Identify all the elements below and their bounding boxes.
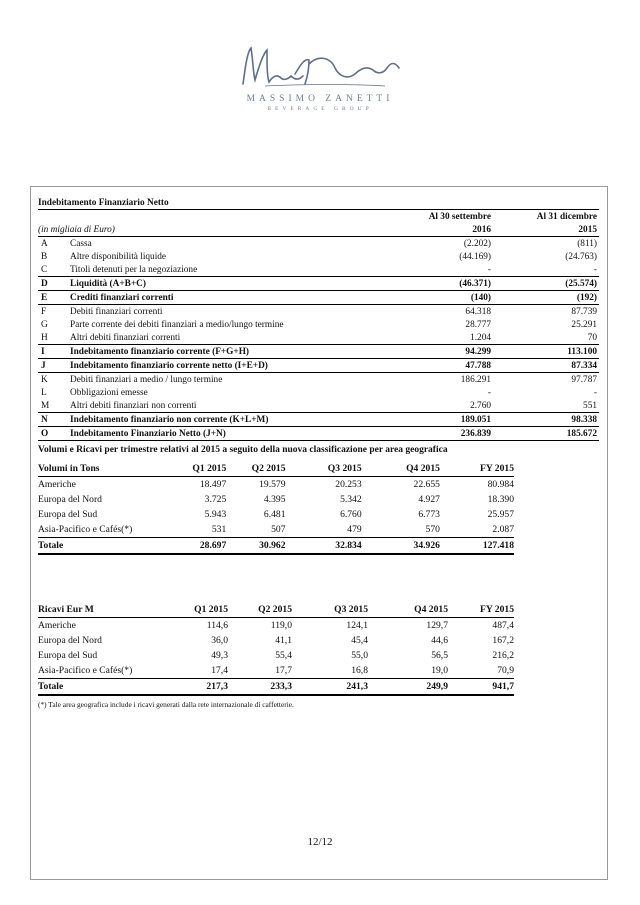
row-label: Americhe (38, 619, 76, 631)
footnote: (*) Tale area geografica include i ricavi generati dalla rete internazionale di caffetterie. (38, 700, 294, 709)
cell-value: 507 (271, 523, 286, 535)
table-row (38, 492, 514, 507)
row-value-2015: 113.100 (507, 345, 599, 359)
cell-value: Q2 2015 (226, 461, 285, 477)
cell-value: Q4 2015 (368, 602, 448, 618)
signature-logo-icon (235, 40, 405, 92)
row-label: Asia-Pacifico e Cafés(*) (38, 523, 133, 535)
cell-value: 3.725 (204, 493, 227, 505)
row-label: Parte corrente dei debiti finanziari a medio/lungo termine (70, 319, 284, 330)
row-value-2016: 2.760 (470, 400, 491, 411)
cell-value: 124,1 (346, 619, 368, 631)
cell-value: FY 2015 (448, 602, 514, 618)
debt-row (38, 291, 599, 305)
cell-value: 570 (425, 523, 440, 535)
cell-value: 41,1 (275, 634, 292, 646)
row-letter: H (41, 332, 48, 343)
cell-value: 32.834 (286, 538, 362, 555)
row-label: Altri debiti finanziari correnti (70, 332, 181, 343)
cell-value: 17,7 (275, 664, 292, 676)
revenues-table (38, 602, 514, 696)
row-value-2015: (811) (577, 238, 597, 249)
cell-value: 19,0 (431, 664, 448, 676)
cell-value: 34.926 (362, 538, 440, 555)
row-label: Asia-Pacifico e Cafés(*) (38, 664, 133, 676)
table-row (38, 648, 514, 663)
cell-value: 167,2 (492, 634, 514, 646)
col1-header: Al 30 settembre (428, 211, 491, 222)
cell-value: 70,9 (497, 664, 514, 676)
row-value-2016: 189.051 (401, 413, 507, 427)
debt-row (38, 331, 599, 345)
cell-value: 6.760 (340, 508, 362, 520)
row-letter: K (38, 373, 70, 387)
row-label: Altre disponibilità liquide (70, 251, 167, 262)
cell-value: 241,3 (292, 679, 368, 696)
table-header (38, 602, 514, 618)
col1-year: 2016 (401, 223, 507, 237)
cell-value: 45,4 (351, 634, 368, 646)
row-label: Debiti finanziari correnti (70, 305, 401, 319)
col2-header: Al 31 dicembre (536, 211, 597, 222)
row-value-2015: 87.739 (507, 305, 599, 319)
row-value-2015: 70 (587, 332, 597, 343)
table-row (38, 618, 514, 634)
cell-value: 479 (347, 523, 362, 535)
cell-value: 127.418 (440, 538, 514, 555)
cell-value: Q4 2015 (362, 461, 440, 477)
row-label: Volumi in Tons (38, 461, 173, 477)
row-value-2015: - (593, 387, 597, 398)
table-row (38, 663, 514, 679)
cell-value: 4.927 (418, 493, 440, 505)
row-value-2016: (44.169) (459, 251, 491, 262)
total-row (38, 538, 514, 555)
row-letter: B (41, 251, 48, 262)
row-label: Europa del Nord (38, 493, 102, 505)
row-value-2015: 185.672 (507, 427, 599, 441)
row-label: Debiti finanziari a medio / lungo termine (70, 373, 401, 387)
cell-value: 55,4 (275, 649, 292, 661)
row-value-2016: (46.371) (401, 277, 507, 291)
row-letter: E (38, 291, 70, 305)
row-label: Indebitamento finanziario non corrente (K+L+M) (70, 413, 401, 427)
row-value-2015: 97.787 (507, 373, 599, 387)
row-value-2015: (25.574) (507, 277, 599, 291)
cell-value: 56,5 (431, 649, 448, 661)
section-title: Volumi e Ricavi per trimestre relativi al 2015 a seguito della nuova classificazione per area geografica (38, 445, 448, 455)
cell-value: 5.943 (204, 508, 227, 520)
debt-table (38, 196, 599, 441)
row-letter: N (38, 413, 70, 427)
total-row (38, 679, 514, 696)
row-value-2016: - (487, 264, 491, 275)
cell-value: 129,7 (426, 619, 448, 631)
row-label: Americhe (38, 478, 76, 490)
row-value-2015: (24.763) (565, 251, 597, 262)
revenues-section (38, 602, 514, 696)
cell-value: 55,0 (351, 649, 368, 661)
company-logo (220, 40, 420, 130)
row-label: Totale (38, 679, 166, 696)
debt-row (38, 427, 599, 441)
row-letter: L (41, 387, 47, 398)
cell-value: 217,3 (166, 679, 228, 696)
debt-row (38, 237, 599, 251)
debt-row (38, 345, 599, 359)
brand-subtitle: BEVERAGE GROUP (267, 106, 373, 112)
row-value-2016: 94.299 (401, 345, 507, 359)
debt-row (38, 250, 599, 263)
table-row (38, 507, 514, 522)
cell-value: 80.984 (487, 478, 514, 490)
debt-section (38, 196, 599, 441)
row-letter: M (41, 400, 50, 411)
row-letter: O (38, 427, 70, 441)
cell-value: 5.342 (340, 493, 362, 505)
debt-row (38, 305, 599, 319)
cell-value: 18.390 (487, 493, 514, 505)
row-value-2016: (2.202) (463, 238, 491, 249)
debt-table-title: Indebitamento Finanziario Netto (38, 196, 599, 210)
cell-value: 531 (211, 523, 227, 535)
debt-row (38, 263, 599, 277)
unit-label: (in migliaia di Euro) (38, 223, 401, 237)
row-label: Europa del Sud (38, 649, 98, 661)
row-value-2015: 25.291 (571, 319, 597, 330)
cell-value: Q2 2015 (228, 602, 292, 618)
row-letter: G (41, 319, 48, 330)
cell-value: 16,8 (351, 664, 368, 676)
row-letter: J (38, 359, 70, 373)
cell-value: 114,6 (206, 619, 228, 631)
brand-name: MASSIMO ZANETTI (246, 94, 394, 104)
cell-value: 28.697 (173, 538, 226, 555)
table-row (38, 522, 514, 538)
cell-value: 119,0 (270, 619, 292, 631)
row-letter: D (38, 277, 70, 291)
cell-value: 233,3 (228, 679, 292, 696)
row-value-2015: 551 (583, 400, 597, 411)
row-value-2016: 47.788 (401, 359, 507, 373)
row-value-2016: 64.318 (401, 305, 507, 319)
cell-value: 49,3 (211, 649, 228, 661)
cell-value: 18.497 (199, 478, 227, 490)
row-value-2016: (140) (401, 291, 507, 305)
cell-value: 6.773 (418, 508, 440, 520)
row-label: Totale (38, 538, 173, 555)
row-label: Altri debiti finanziari non correnti (70, 400, 197, 411)
row-label: Europa del Sud (38, 508, 98, 520)
cell-value: 44,6 (431, 634, 448, 646)
cell-value: 6.481 (263, 508, 286, 520)
row-value-2016: 1.204 (470, 332, 491, 343)
cell-value: 17,4 (211, 664, 228, 676)
row-value-2015: 98.338 (507, 413, 599, 427)
row-value-2015: 87.334 (507, 359, 599, 373)
volumes-section (38, 461, 514, 555)
row-value-2015: (192) (507, 291, 599, 305)
cell-value: 249,9 (368, 679, 448, 696)
row-label: Indebitamento Finanziario Netto (J+N) (70, 427, 401, 441)
debt-row (38, 386, 599, 399)
row-label: Europa del Nord (38, 634, 102, 646)
debt-row (38, 399, 599, 413)
row-letter: C (41, 264, 48, 275)
debt-row (38, 277, 599, 291)
table-header (38, 461, 514, 477)
cell-value: 2.087 (492, 523, 514, 535)
cell-value: 36,0 (211, 634, 228, 646)
row-label: Obbligazioni emesse (70, 387, 148, 398)
row-label: Cassa (70, 238, 92, 249)
debt-row (38, 413, 599, 427)
cell-value: 20.253 (335, 478, 362, 490)
volumes-table (38, 461, 514, 555)
row-label: Ricavi Eur M (38, 602, 166, 618)
row-letter: A (41, 238, 48, 249)
row-value-2016: 186.291 (401, 373, 507, 387)
cell-value: 30.962 (226, 538, 285, 555)
row-letter: F (38, 305, 70, 319)
debt-rows (38, 237, 599, 441)
row-value-2016: 28.777 (465, 319, 491, 330)
col2-year: 2015 (507, 223, 599, 237)
cell-value: FY 2015 (440, 461, 514, 477)
cell-value: 487,4 (492, 619, 514, 631)
table-row (38, 477, 514, 493)
row-value-2016: - (487, 387, 491, 398)
cell-value: Q3 2015 (286, 461, 362, 477)
page-number: 12/12 (307, 836, 333, 848)
cell-value: 25.957 (487, 508, 514, 520)
row-label: Titoli detenuti per la negoziazione (70, 264, 198, 275)
row-label: Indebitamento finanziario corrente netto (I+E+D) (70, 359, 401, 373)
cell-value: 4.395 (263, 493, 286, 505)
row-value-2016: 236.839 (401, 427, 507, 441)
row-label: Liquidità (A+B+C) (70, 277, 401, 291)
cell-value: Q3 2015 (292, 602, 368, 618)
row-letter: I (38, 345, 70, 359)
row-label: Indebitamento finanziario corrente (F+G+H) (70, 345, 401, 359)
debt-row (38, 373, 599, 387)
cell-value: 216,2 (492, 649, 514, 661)
cell-value: Q1 2015 (166, 602, 228, 618)
row-value-2015: - (593, 264, 597, 275)
debt-row (38, 359, 599, 373)
table-row (38, 633, 514, 648)
cell-value: Q1 2015 (173, 461, 226, 477)
cell-value: 19.579 (259, 478, 286, 490)
debt-row (38, 318, 599, 331)
cell-value: 22.655 (413, 478, 440, 490)
cell-value: 941,7 (448, 679, 514, 696)
row-label: Crediti finanziari correnti (70, 291, 401, 305)
